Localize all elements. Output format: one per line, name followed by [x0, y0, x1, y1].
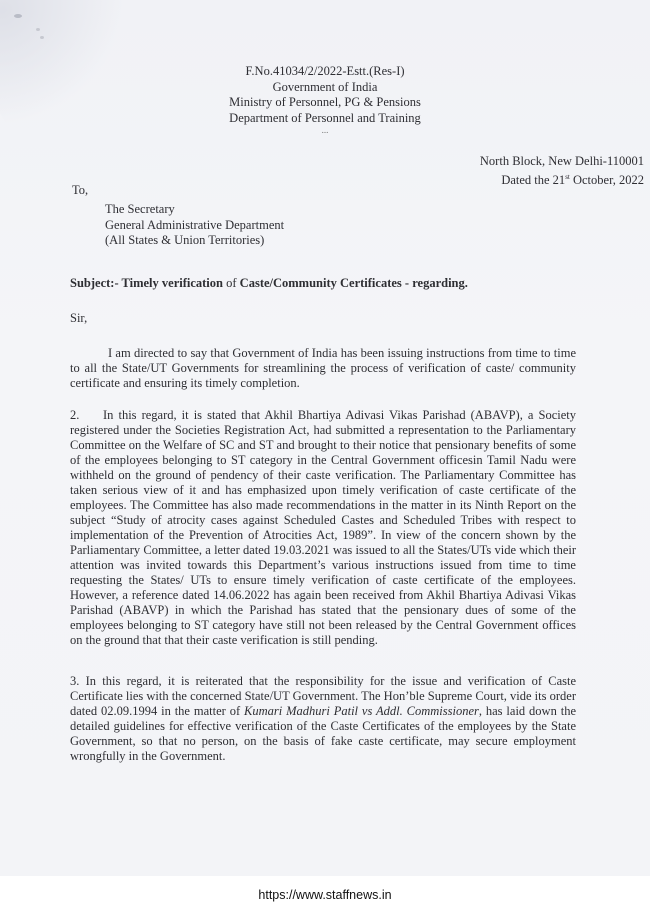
paragraph-3	[70, 674, 576, 764]
government-name: Government of India	[272, 79, 378, 94]
recipient-line-1: The Secretary	[105, 202, 175, 216]
date-line	[404, 169, 644, 188]
date-suffix: st	[565, 173, 570, 181]
paragraph-1: I am directed to say that Government of India has been issuing instructions from time to time to all the State/UT Governments for streamlining the process of verification of caste/ community certificate and ensuring its timely completion.	[70, 346, 576, 390]
scan-mark	[14, 14, 22, 18]
subject-rest: Caste/Community Certificates - regarding.	[239, 276, 468, 290]
paragraph-3-text-b: , has laid down the detailed guidelines for effective verification of the Caste Certificates of the employees by the State Government, so that no person, on the basis of fake caste certificate, may secure employment wrongfully in the Government.	[70, 704, 576, 763]
paragraph-2-number: 2.	[70, 408, 80, 422]
address-block	[404, 153, 644, 188]
paragraph-2-text: In this regard, it is stated that Akhil Bhartiya Adivasi Vikas Parishad (ABAVP), a Society registered under the Societies Registration Act, had submitted a representation to the Parliamentary Committee on the Welfare of SC and ST and brought to their notice that pensionary benefits of some of the employees belonging to ST category in the Central Government officesin Tamil Nadu were withheld on the ground of pendency of their caste verification. The Parliamentary Committee has taken serious view of it and has emphasized upon timely verification of caste certificate of the employees. The Committee has also made recommendations in the matter in its Ninth Report on the subject “Study of atrocity cases against Scheduled Castes and Scheduled Tribes with respect to implementation of the Prevention of Atrocities Act, 1989”. In view of the concern shown by the Parliamentary Committee, a letter dated 19.03.2021 was issued to all the States/UTs vide which their attention was invited towards this Department’s various instructions issued from time to time requesting the States/ UTs to ensure timely verification of caste certificate of the employees. However, a reference dated 14.06.2022 has again been received from Akhil Bhartiya Adivasi Vikas Parishad (ABAVP) in which the Parishad has stated that the pensionary dues of some of the employees belonging to ST category have still not been released by the Central Government offices on the ground that that their caste verification is still pending.	[70, 408, 576, 647]
date-prefix: Dated the 21	[501, 173, 566, 188]
recipient-line-3: (All States & Union Territories)	[105, 233, 265, 247]
recipient-block	[105, 202, 284, 249]
scan-mark	[36, 28, 40, 31]
paragraph-3-text-a: 3. In this regard, it is reiterated that the responsibility for the issue and verification of Caste Certificate lies with the concerned State/UT Government. The Hon’ble Supreme Court, vide its order dated 02.09.1994 in the matter of	[70, 674, 576, 718]
to-label: To,	[72, 183, 89, 197]
ministry-name: Ministry of Personnel, PG & Pensions	[229, 95, 421, 109]
subject-of: of	[226, 276, 240, 290]
case-citation: Kumari Madhuri Patil vs Addl. Commissioner	[244, 704, 479, 718]
source-url-link[interactable]: https://www.staffnews.in	[258, 888, 392, 902]
office-address: North Block, New Delhi-110001	[479, 154, 644, 168]
department-name: Department of Personnel and Training	[229, 110, 421, 125]
scan-mark	[40, 36, 44, 39]
salutation: Sir,	[70, 311, 88, 325]
recipient-line-2: General Administrative Department	[105, 217, 285, 232]
file-number: F.No.41034/2/2022-Estt.(Res-I)	[245, 64, 405, 78]
subject-line	[70, 276, 468, 291]
date-rest: October, 2022	[569, 173, 644, 188]
subject-prefix: Subject:- Timely verification	[70, 276, 227, 290]
paragraph-2	[70, 408, 576, 648]
letterhead	[200, 64, 450, 135]
separator: ...	[321, 125, 329, 135]
